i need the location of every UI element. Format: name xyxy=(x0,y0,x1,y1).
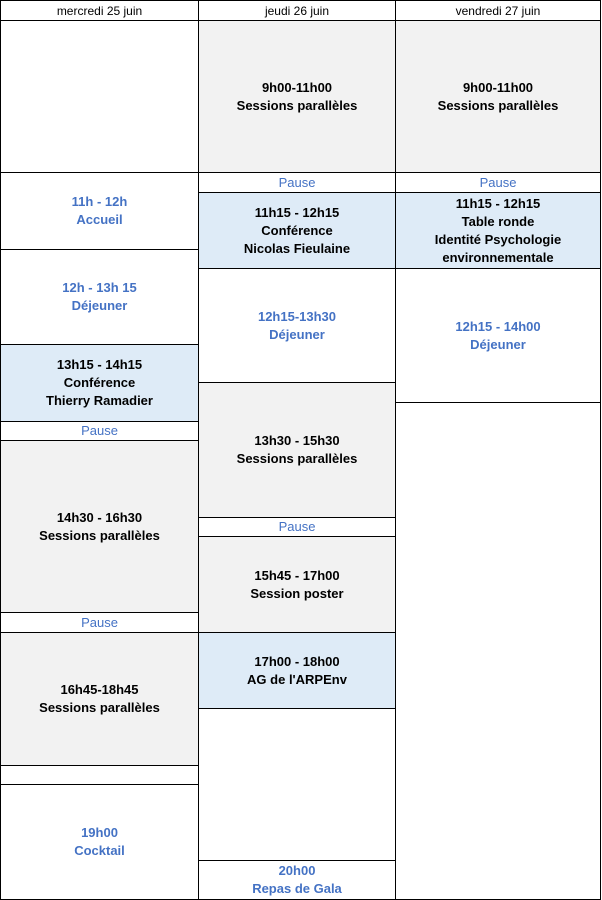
slot-text-line: 20h00 xyxy=(278,863,316,878)
event-block xyxy=(0,249,199,345)
session-block xyxy=(395,20,601,173)
slot-text-line: 15h45 - 17h00 xyxy=(254,567,340,583)
slot-text-line: 16h45-18h45 xyxy=(60,682,139,697)
slot-text-line: Session poster xyxy=(250,585,344,601)
event-block xyxy=(0,172,199,250)
slot-text-line: 9h00-11h00 xyxy=(261,79,333,95)
slot-text-line: Identité Psychologie xyxy=(434,231,562,247)
slot-text-line: 19h00 xyxy=(81,825,118,840)
slot-text-line: 17h00 - 18h00 xyxy=(254,653,340,669)
empty-slot xyxy=(395,402,601,900)
session-block xyxy=(0,632,199,766)
slot-text-line: Pause xyxy=(81,423,118,438)
event-block xyxy=(395,268,601,403)
slot-text-line: Accueil xyxy=(76,212,123,227)
conference-block xyxy=(0,344,199,422)
slot-text-line: Table ronde xyxy=(461,213,535,229)
event-block xyxy=(198,268,396,383)
pause-slot xyxy=(198,517,396,537)
event-block xyxy=(0,784,199,900)
day-header-friday: vendredi 27 juin xyxy=(395,0,601,21)
slot-text-line: Sessions parallèles xyxy=(236,97,358,113)
session-block xyxy=(198,536,396,633)
empty-slot xyxy=(0,20,199,173)
session-block xyxy=(198,20,396,173)
slot-text-line: Déjeuner xyxy=(470,336,526,352)
session-block xyxy=(198,382,396,518)
slot-text-line: 12h15 - 14h00 xyxy=(455,318,541,334)
slot-text-line: Déjeuner xyxy=(71,298,128,313)
slot-text-line: Pause xyxy=(278,519,316,534)
slot-text-line: 11h15 - 12h15 xyxy=(254,204,340,220)
conference-block xyxy=(198,632,396,709)
slot-text-line: Déjeuner xyxy=(269,326,325,342)
conference-block xyxy=(395,192,601,269)
day-header-wednesday: mercredi 25 juin xyxy=(0,0,199,21)
pause-slot xyxy=(0,612,199,633)
slot-text-line: Sessions parallèles xyxy=(39,527,160,543)
slot-text-line: 11h - 12h xyxy=(71,194,128,209)
empty-slot xyxy=(198,708,396,861)
slot-text-line: Pause xyxy=(81,614,118,630)
slot-text-line: Sessions parallèles xyxy=(39,700,160,715)
slot-text-line: environnementale xyxy=(442,249,554,265)
slot-text-line: 12h15-13h30 xyxy=(257,308,337,324)
pause-slot xyxy=(395,172,601,193)
slot-text-line: AG de l'ARPEnv xyxy=(247,671,347,687)
event-block xyxy=(198,860,396,900)
slot-text-line: 11h15 - 12h15 xyxy=(455,195,541,211)
empty-slot xyxy=(0,765,199,785)
slot-text-line: Pause xyxy=(278,174,316,190)
slot-text-line: Nicolas Fieulaine xyxy=(243,240,351,256)
slot-text-line: 13h30 - 15h30 xyxy=(254,433,340,448)
slot-text-line: Conférence xyxy=(63,375,136,390)
slot-text-line: 9h00-11h00 xyxy=(462,79,534,95)
slot-text-line: 14h30 - 16h30 xyxy=(56,509,143,525)
pause-slot xyxy=(198,172,396,193)
slot-text-line: 13h15 - 14h15 xyxy=(56,357,143,372)
slot-text-line: Thierry Ramadier xyxy=(46,393,153,408)
conference-block xyxy=(198,192,396,269)
slot-text-line: 12h - 13h 15 xyxy=(62,280,137,295)
day-header-thursday: jeudi 26 juin xyxy=(198,0,396,21)
slot-text-line: Pause xyxy=(479,174,517,190)
slot-text-line: Sessions parallèles xyxy=(236,451,358,466)
pause-slot xyxy=(0,421,199,441)
slot-text-line: Cocktail xyxy=(74,843,125,858)
slot-text-line: Conférence xyxy=(261,222,333,238)
slot-text-line: Sessions parallèles xyxy=(437,97,559,113)
slot-text-line: Repas de Gala xyxy=(252,881,342,896)
session-block xyxy=(0,440,199,613)
